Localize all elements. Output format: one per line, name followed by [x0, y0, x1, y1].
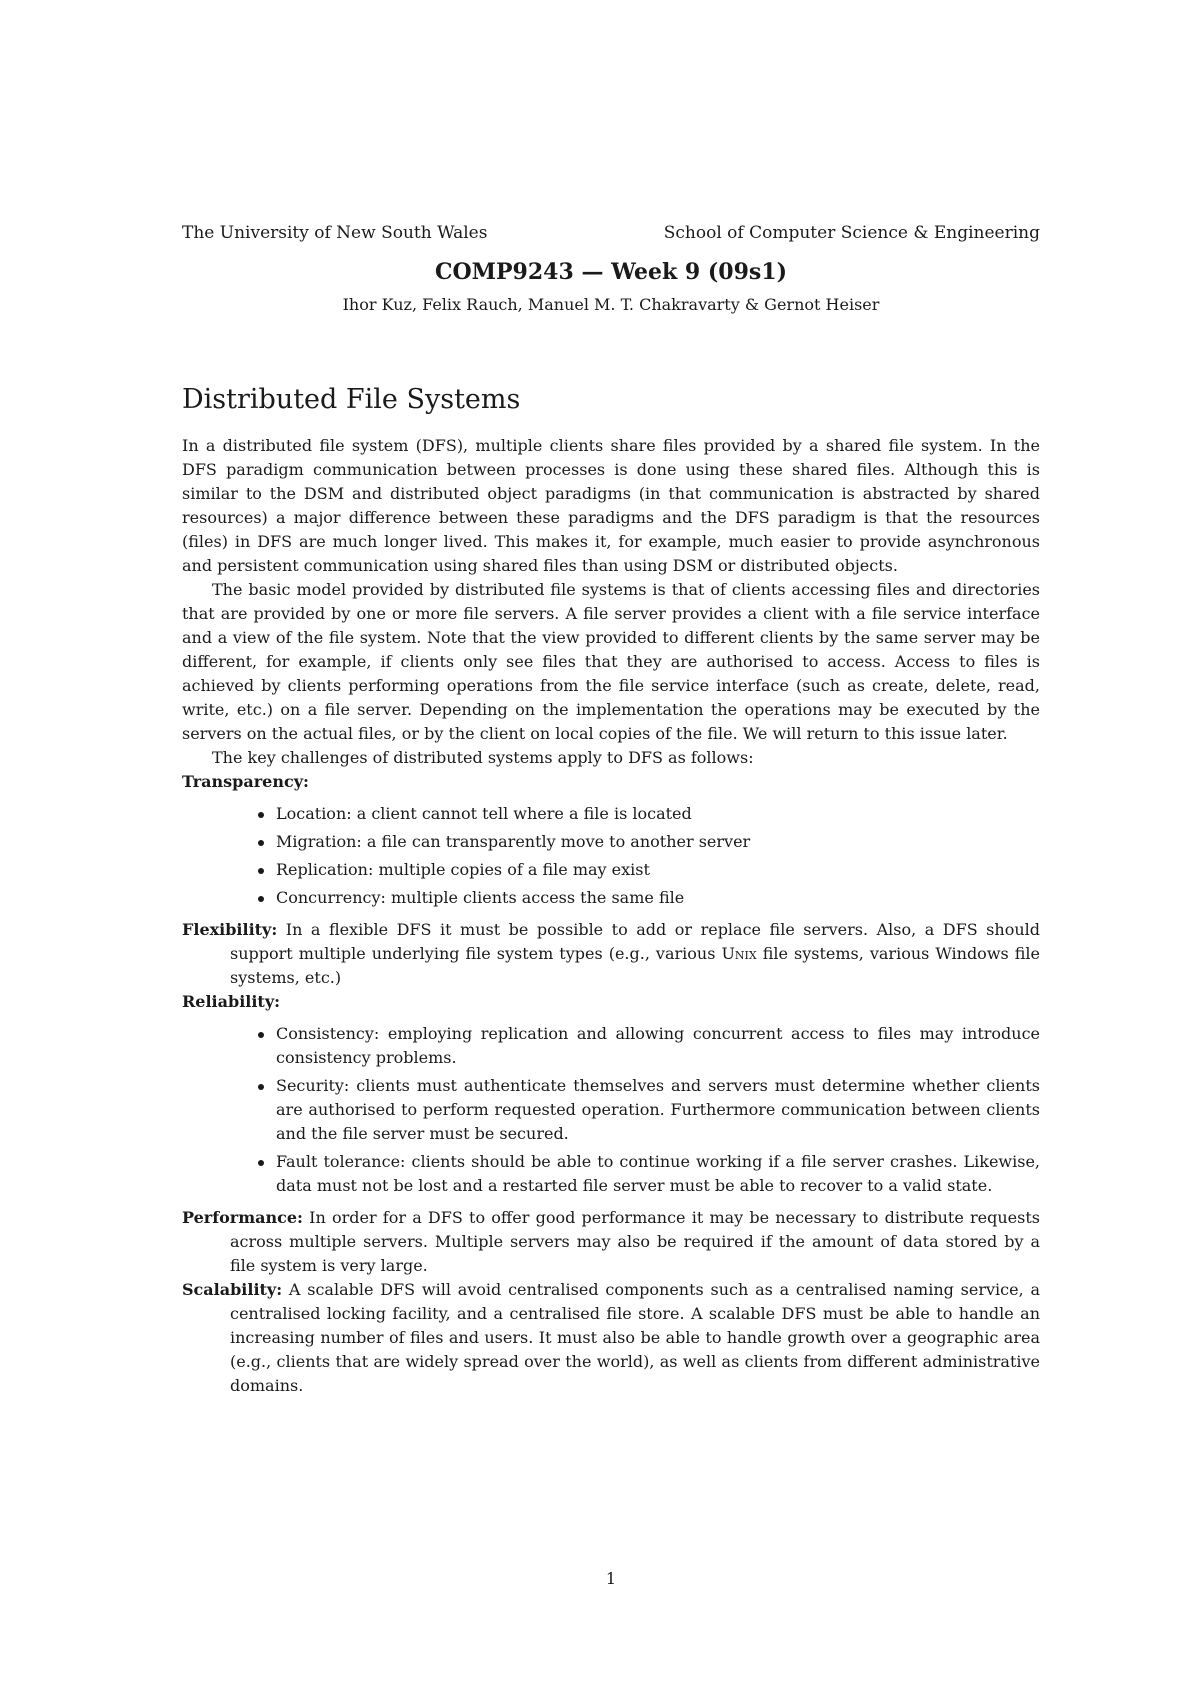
school-name: School of Computer Science & Engineering — [663, 223, 1040, 243]
authors: Ihor Kuz, Felix Rauch, Manuel M. T. Chakravarty & Gernot Heiser — [342, 295, 880, 314]
header-row — [182, 222, 1040, 244]
bullet-icon — [258, 840, 264, 846]
bullet-icon — [258, 868, 264, 874]
list-item — [276, 1022, 1040, 1070]
paragraph-challenges: The key challenges of distributed systems apply to DFS as follows: — [212, 748, 754, 767]
list-item — [276, 1150, 1040, 1198]
paragraph-intro: In a distributed file system (DFS), multiple clients share files provided by a shared file system. In the DFS paradigm communication between processes is done using these shared files. Although this is similar to the DSM and distributed object paradigms (in that communication is abstracted by shared resources) a major difference between these paradigms and the DFS paradigm is that the resources (files) in DFS are much longer lived. This makes it, for example, much easier to provide asynchronous and persistent communication using shared files than using DSM or distributed objects. — [182, 436, 1040, 575]
scalability-entry — [182, 1278, 1040, 1398]
transparency-list — [182, 802, 1040, 910]
scalability-text: A scalable DFS will avoid centralised components such as a centralised naming service, a centralised locking facility, and a centralised file store. A scalable DFS must be able to handle an increasing number of files and users. It must also be able to handle growth over a geographic area (e.g., clients that are widely spread over the world), as well as clients from different administrative domains. — [230, 1280, 1040, 1395]
list-item-text: Consistency: employing replication and allowing concurrent access to files may introduce consistency problems. — [276, 1024, 1040, 1067]
transparency-heading: Transparency: — [182, 772, 309, 791]
flexibility-text-after: file systems, various Windows file systems, etc.) — [230, 944, 1040, 987]
list-item — [276, 1074, 1040, 1146]
list-item-text: Fault tolerance: clients should be able to continue working if a file server crashes. Likewise, data must not be lost and a restarted file server must be able to recover to a valid state. — [276, 1152, 1040, 1195]
bullet-icon — [258, 1084, 264, 1090]
list-item-text: Migration: a file can transparently move to another server — [276, 832, 751, 851]
list-item — [276, 858, 1040, 882]
unix-term: Unix — [721, 944, 757, 963]
body-text — [182, 434, 1040, 1398]
bullet-icon — [258, 896, 264, 902]
university-name: The University of New South Wales — [182, 223, 488, 243]
scalability-label: Scalability: — [182, 1280, 283, 1299]
list-item — [276, 830, 1040, 854]
document-title: COMP9243 — Week 9 (09s1) — [434, 259, 788, 285]
flexibility-text-before: In a flexible DFS it must be possible to add or replace file servers. Also, a DFS should support multiple underlying file system types (e.g., various — [230, 920, 1040, 963]
list-item-text: Replication: multiple copies of a file may exist — [276, 860, 650, 879]
list-item-text: Concurrency: multiple clients access the same file — [276, 888, 685, 907]
bullet-icon — [258, 1032, 264, 1038]
paragraph-model: The basic model provided by distributed file systems is that of clients accessing files and directories that are provided by one or more file servers. A file server provides a client with a file service interface and a view of the file system. Note that the view provided to different clients by the same server may be different, for example, if clients only see files that they are authorised to access. Access to files is achieved by clients performing operations from the file service interface (such as create, delete, read, write, etc.) on a file server. Depending on the implementation the operations may be executed by the servers on the actual files, or by the client on local copies of the file. We will return to this issue later. — [182, 580, 1040, 743]
performance-text: In order for a DFS to offer good performance it may be necessary to distribute requests across multiple servers. Multiple servers may also be required if the amount of data stored by a file system is very large. — [230, 1208, 1040, 1275]
list-item — [276, 802, 1040, 826]
bullet-icon — [258, 812, 264, 818]
section-title: Distributed File Systems — [182, 384, 521, 415]
list-item-text: Security: clients must authenticate themselves and servers must determine whether clients are authorised to perform requested operation. Furthermore communication between clients and the file server must be secured. — [276, 1076, 1040, 1143]
reliability-heading: Reliability: — [182, 992, 281, 1011]
list-item-text: Location: a client cannot tell where a file is located — [276, 804, 692, 823]
flexibility-entry — [182, 918, 1040, 990]
page-number: 1 — [605, 1569, 617, 1588]
reliability-list — [182, 1022, 1040, 1198]
performance-label: Performance: — [182, 1208, 303, 1227]
bullet-icon — [258, 1160, 264, 1166]
performance-entry — [182, 1206, 1040, 1278]
flexibility-label: Flexibility: — [182, 920, 278, 939]
list-item — [276, 886, 1040, 910]
